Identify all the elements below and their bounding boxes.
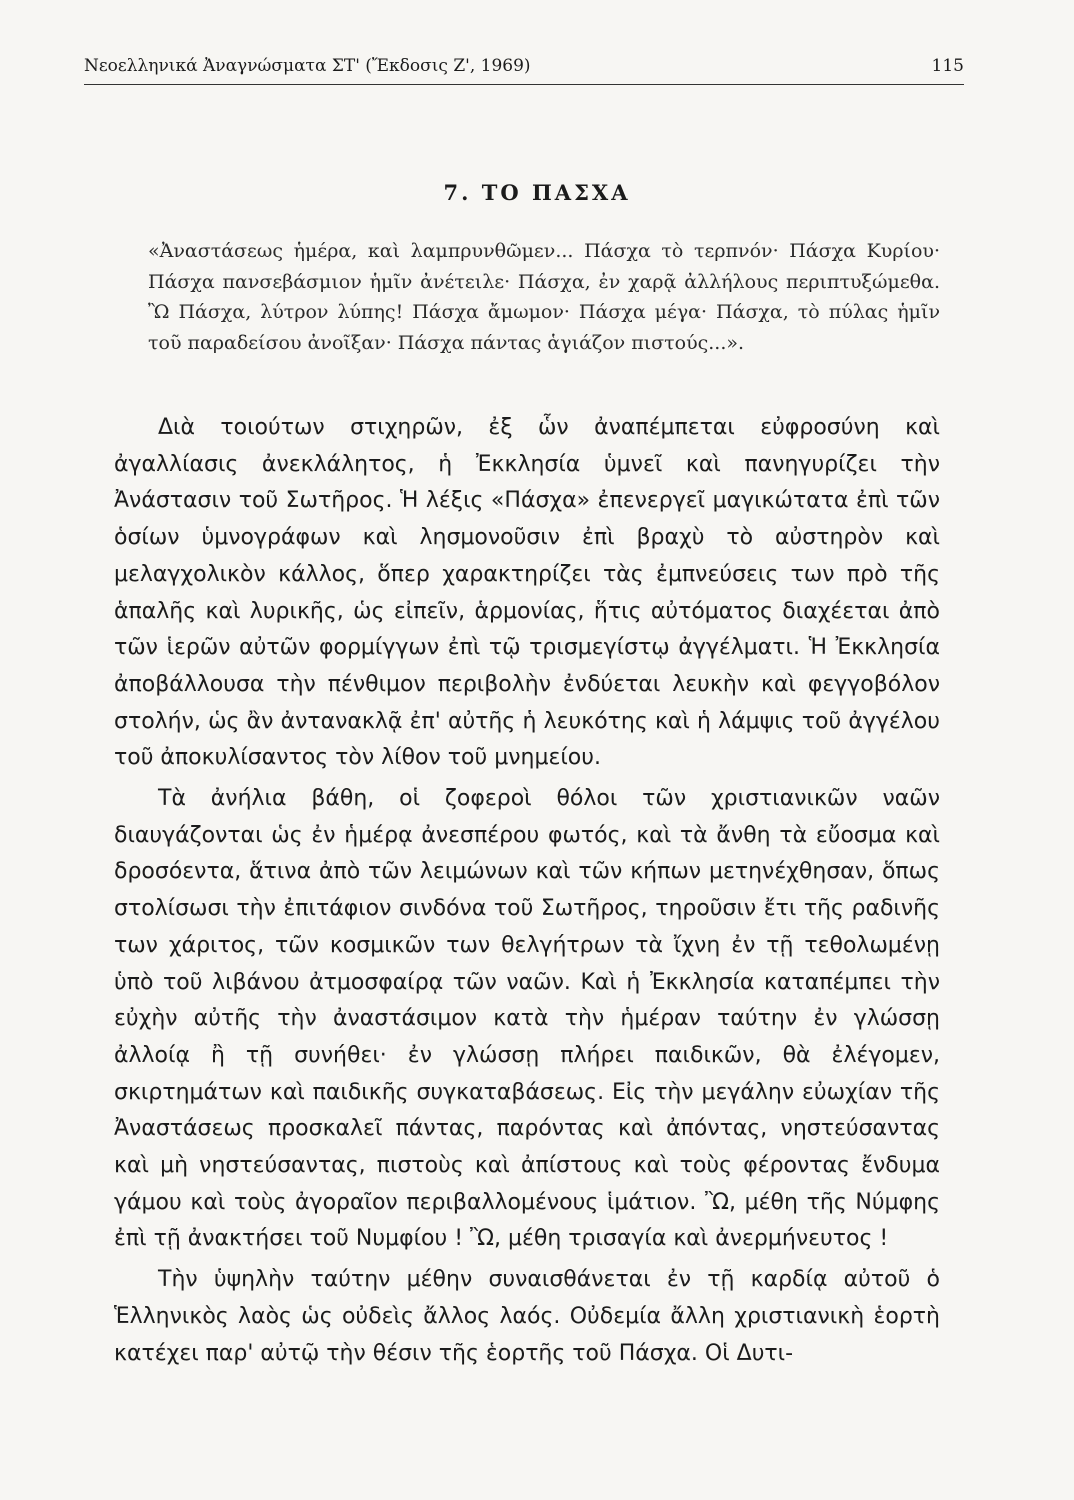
paragraph-2: Τὰ ἀνήλια βάθη, οἱ ζοφεροὶ θόλοι τῶν χριστιανικῶν ναῶν διαυγάζονται ὡς ἐν ἡμέρᾳ ἀνεσπέρου φωτός, καὶ τὰ ἄνθη τὰ εὔοσμα καὶ δροσόεντα, ἅτινα ἀπὸ τῶν λειμώνων καὶ τῶν κήπων μετηνέχθησαν, ὅπως στολίσωσι τὴν ἐπιτάφιον σινδόνα τοῦ Σωτῆρος, τηροῦσιν ἔτι τῆς ραδινῆς των χάριτος, τῶν κοσμικῶν των θελγήτρων τὰ ἴχνη ἐν τῇ τεθολωμένῃ ὑπὸ τοῦ λιβάνου ἀτμοσφαίρᾳ τῶν ναῶν. Καὶ ἡ Ἐκκλησία καταπέμπει τὴν εὐχὴν αὐτῆς τὴν ἀναστάσιμον κατὰ τὴν ἡμέραν ταύτην ἐν γλώσσῃ ἀλλοίᾳ ἢ τῇ συνήθει· ἐν γλώσσῃ πλήρει παιδικῶν, θὰ ἐλέγομεν, σκιρτημάτων καὶ παιδικῆς συγκαταβάσεως. Εἰς τὴν μεγάλην εὐωχίαν τῆς Ἀναστάσεως προσκαλεῖ πάντας, παρόντας καὶ ἀπόντας, νηστεύσαντας καὶ μὴ νηστεύσαντας, πιστοὺς καὶ ἀπίστους καὶ τοὺς φέροντας ἔνδυμα γάμου καὶ τοὺς ἀγοραῖον περιβαλλομένους ἱμάτιον. Ὢ, μέθη τῆς Νύμφης ἐπὶ τῇ ἀνακτήσει τοῦ Νυμφίου ! Ὢ, μέθη τρισαγία καὶ ἀνερμήνευτος ! <box>114 786 940 1252</box>
header-rule <box>84 84 964 85</box>
chapter-title: 7. ΤΟ ΠΑΣΧΑ <box>443 180 631 205</box>
epigraph-quote: «Ἀναστάσεως ἡμέρα, καὶ λαμπρυνθῶμεν... Πάσχα τὸ τερπνόν· Πάσχα Κυρίου· Πάσχα πανσεβάσμιον ἡμῖν ἀνέτειλε· Πάσχα, ἐν χαρᾷ ἀλλήλους περιπτυξώμεθα. Ὢ Πάσχα, λύτρον λύπης! Πάσχα ἄμωμον· Πάσχα μέγα· Πάσχα, τὸ πύλας ἡμῖν τοῦ παραδείσου ἀνοῖξαν· Πάσχα πάντας ἁγιάζον πιστούς...». <box>148 240 940 354</box>
paragraph-1: Διὰ τοιούτων στιχηρῶν, ἐξ ὧν ἀναπέμπεται εὐφροσύνη καὶ ἀγαλλίασις ἀνεκλάλητος, ἡ Ἐκκλησία ὑμνεῖ καὶ πανηγυρίζει τὴν Ἀνάστασιν τοῦ Σωτῆρος. Ἡ λέξις «Πάσχα» ἐπενεργεῖ μαγικώτατα ἐπὶ τῶν ὁσίων ὑμνογράφων καὶ λησμονοῦσιν ἐπὶ βραχὺ τὸ αὐστηρὸν καὶ μελαγχολικὸν κάλλος, ὅπερ χαρακτηρίζει τὰς ἐμπνεύσεις των πρὸ τῆς ἁπαλῆς καὶ λυρικῆς, ὡς εἰπεῖν, ἁρμονίας, ἥτις αὐτόματος διαχέεται ἀπὸ τῶν ἱερῶν αὐτῶν φορμίγγων ἐπὶ τῷ τρισμεγίστῳ ἀγγέλματι. Ἡ Ἐκκλησία ἀποβάλλουσα τὴν πένθιμον περιβολὴν ἐνδύεται λευκὴν καὶ φεγγοβόλον στολήν, ὡς ἂν ἀντανακλᾷ ἐπ' αὐτῆς ἡ λευκότης καὶ ἡ λάμψις τοῦ ἀγγέλου τοῦ ἀποκυλίσαντος τὸν λίθον τοῦ μνημείου. <box>114 415 940 771</box>
paragraph-3: Τὴν ὑψηλὴν ταύτην μέθην συναισθάνεται ἐν τῇ καρδίᾳ αὐτοῦ ὁ Ἑλληνικὸς λαὸς ὡς οὐδεὶς ἄλλος λαός. Οὐδεμία ἄλλη χριστιανικὴ ἑορτὴ κατέχει παρ' αὐτῷ τὴν θέσιν τῆς ἑορτῆς τοῦ Πάσχα. Οἱ Δυτι- <box>114 1267 940 1366</box>
body-text <box>114 410 940 1376</box>
running-header <box>84 56 964 76</box>
running-title: Νεοελληνικά Ἀναγνώσματα ΣΤ' (Ἔκδοσις Ζ', 1969) <box>84 56 531 76</box>
page-number: 115 <box>931 56 964 76</box>
